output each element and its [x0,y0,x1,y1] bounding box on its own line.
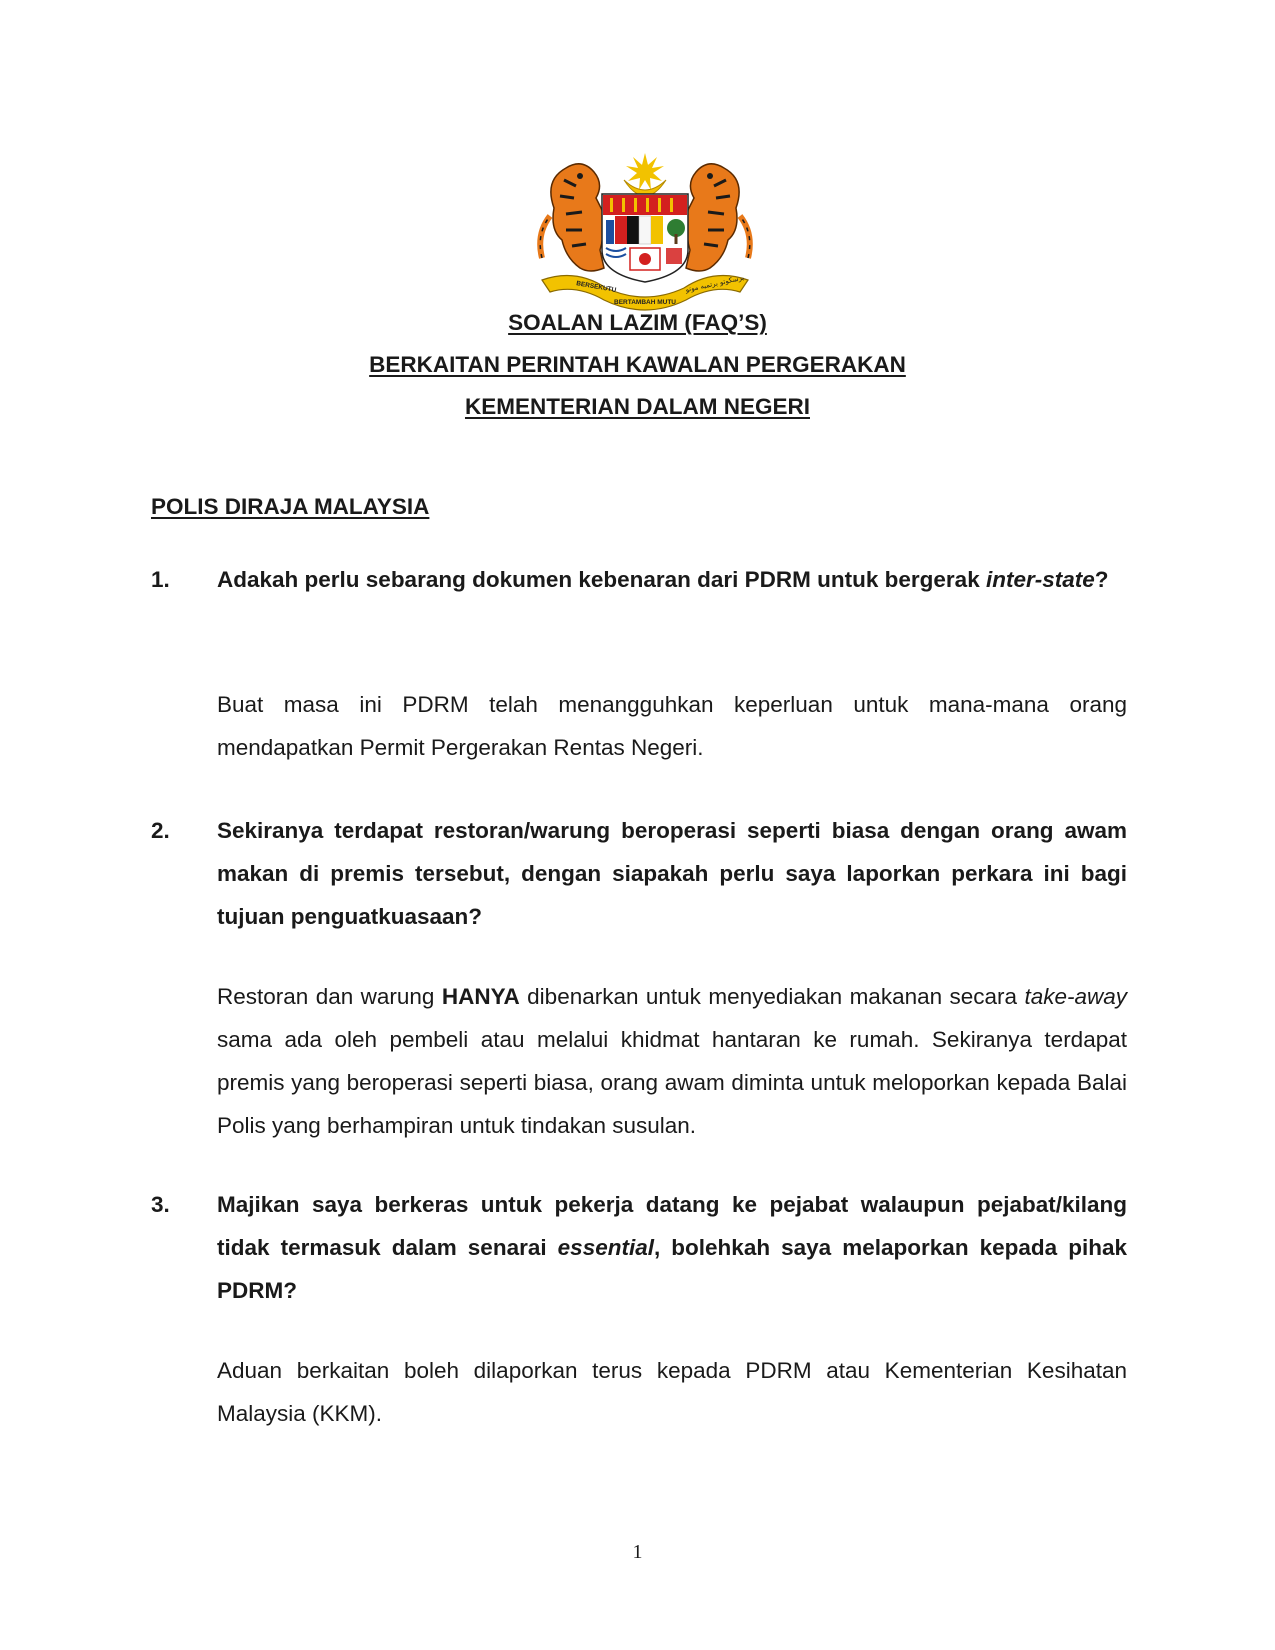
question-text: Adakah perlu sebarang dokumen kebenaran dari PDRM untuk bergerak [217,567,986,592]
crescent-star-icon [624,153,666,196]
question-italic: essential [557,1235,654,1260]
answer-italic: take-away [1024,984,1127,1009]
faq-number: 1. [151,567,170,592]
answer-text: sama ada oleh pembeli atau melalui khidmat hantaran ke rumah. Sekiranya terdapat premis yang beroperasi seperti biasa, orang awam diminta untuk meloporkan kepada Balai Polis yang berhampiran untuk tindakan susulan. [217,1027,1127,1138]
faq-question: Sekiranya terdapat restoran/warung beroperasi seperti biasa dengan orang awam makan di premis tersebut, dengan siapakah perlu saya laporkan perkara ini bagi tujuan penguatkuasaan? [217,818,1127,929]
scroll-text-left: BERSEKUTU [575,280,617,294]
question-text: Majikan saya berkeras untuk pekerja datang ke pejabat walaupun pejabat/kilang tidak termasuk dalam senarai [217,1192,1127,1260]
question-end: ? [1094,567,1109,592]
doc-title-line-3: KEMENTERIAN DALAM NEGERI [464,394,810,419]
faq-number: 3. [151,1192,170,1217]
answer-text: dibenarkan untuk menyediakan makanan secara [519,984,1025,1009]
coat-of-arms-logo [536,150,754,318]
question-text: , bolehkah saya melaporkan kepada pihak PDRM? [217,1235,1127,1303]
doc-title-line-1: SOALAN LAZIM (FAQ’S) [508,310,767,335]
right-tiger-icon [686,164,750,271]
question-italic: inter-state [985,567,1095,592]
section-title: POLIS DIRAJA MALAYSIA [151,494,430,519]
scroll-text-right: برسکوتو برتمبه موتو [684,273,745,294]
scroll-text-center: BERTAMBAH MUTU [614,299,676,306]
doc-title-line-2: BERKAITAN PERINTAH KAWALAN PERGERAKAN [369,352,906,377]
page-number: 1 [632,1541,643,1563]
faq-answer [217,975,1127,1147]
shield-icon [602,194,688,282]
faq-answer: Aduan berkaitan boleh dilaporkan terus kepada PDRM atau Kementerian Kesihatan Malaysia (KKM). [217,1358,1127,1426]
left-tiger-icon [540,164,604,271]
answer-bold: HANYA [441,984,520,1009]
answer-text: Restoran dan warung [217,984,442,1009]
faq-question [217,558,1127,601]
faq-answer: Buat masa ini PDRM telah menangguhkan keperluan untuk mana-mana orang mendapatkan Permit Pergerakan Rentas Negeri. [217,692,1127,760]
faq-number: 2. [151,818,170,843]
faq-question [217,1183,1127,1312]
